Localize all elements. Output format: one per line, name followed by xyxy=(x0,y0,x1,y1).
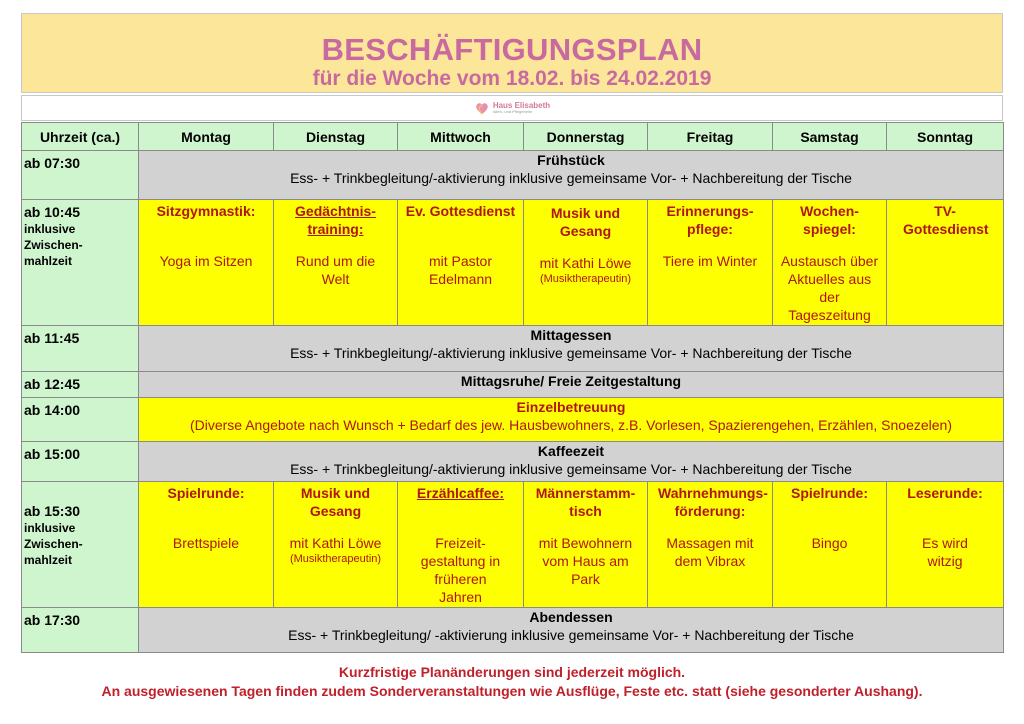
activity-title: Ev. Gottesdienst xyxy=(405,203,516,219)
time-extra: mahlzeit xyxy=(24,254,73,268)
activity-description: Tiere im Winter xyxy=(662,253,758,269)
row-0730 xyxy=(22,151,1004,200)
meal-description: Ess- + Trinkbegleitung/ -aktivierung inklusive gemeinsame Vor- + Nachbereitung der Tische xyxy=(288,627,854,643)
time-extra: inklusive xyxy=(24,222,76,236)
footer-line-1: Kurzfristige Planänderungen sind jederzeit möglich. xyxy=(338,664,686,680)
activity-sonntag xyxy=(887,200,1004,326)
time-cell xyxy=(22,200,139,326)
activity-title: Gedächtnis-training: xyxy=(295,203,376,237)
col-head-donnerstag: Donnerstag xyxy=(524,123,648,151)
time-cell xyxy=(22,326,139,372)
time-cell xyxy=(22,151,139,200)
footer-line-2: An ausgewiesenen Tagen finden zudem Sonderveranstaltungen wie Ausflüge, Feste etc. statt (siehe gesonderter Aushang). xyxy=(101,683,923,699)
meal-description: Ess- + Trinkbegleitung/-aktivierung inklusive gemeinsame Vor- + Nachbereitung der Tische xyxy=(290,170,852,186)
week-subtitle: für die Woche vom 18.02. bis 24.02.2019 xyxy=(312,67,712,90)
row-1730 xyxy=(22,608,1004,653)
activity-samstag xyxy=(773,200,887,326)
rest-title: Mittagsruhe/ Freie Zeitgestaltung xyxy=(460,373,682,389)
activity-description: Rund um die Welt xyxy=(295,253,376,287)
logo-subtitle: Alten- und Pflegeheim xyxy=(492,109,533,114)
col-head-time: Uhrzeit (ca.) xyxy=(22,123,139,151)
activity-montag xyxy=(139,200,274,326)
row-1500 xyxy=(22,442,1004,482)
activity-title: Erzählcaffee: xyxy=(416,485,505,501)
time-label: ab 12:45 xyxy=(24,376,81,392)
activity-description: Brettspiele xyxy=(172,535,240,551)
activity-title: Wahrnehmungs-förderung: xyxy=(658,485,768,519)
row-1245 xyxy=(22,372,1004,398)
col-head-montag: Montag xyxy=(139,123,274,151)
logo-name: Haus Elisabeth xyxy=(492,101,551,110)
meal-cell-abendessen xyxy=(139,608,1004,653)
activity-title: Musik und Gesang xyxy=(300,485,371,519)
activity-description: Austausch über Aktuelles aus der Tageszeitung xyxy=(780,253,879,323)
activity-description: mit Pastor Edelmann xyxy=(428,253,493,287)
meal-title: Kaffeezeit xyxy=(537,443,605,459)
activity-title: TV-Gottesdienst xyxy=(903,203,989,237)
time-extra: Zwischen- xyxy=(24,238,83,252)
einzelbetreuung-description: (Diverse Angebote nach Wunsch + Bedarf des jew. Hausbewohners, z.B. Vorlesen, Spazierengehen, Erzählen, Snoezelen) xyxy=(189,417,953,433)
activity-mittwoch xyxy=(398,482,524,608)
time-extra: Zwischen- xyxy=(24,537,83,551)
meal-cell-kaffeezeit xyxy=(139,442,1004,482)
activity-sonntag xyxy=(887,482,1004,608)
activity-note: (Musiktherapeutin) xyxy=(289,553,382,565)
meal-title: Mittagessen xyxy=(530,327,612,343)
activity-montag xyxy=(139,482,274,608)
time-label: ab 07:30 xyxy=(24,155,81,171)
activity-title: Erinnerungs-pflege: xyxy=(666,203,754,237)
schedule-table xyxy=(21,122,1004,653)
time-extra: inklusive xyxy=(24,521,76,535)
row-1400 xyxy=(22,398,1004,442)
activity-donnerstag xyxy=(524,200,648,326)
time-label: ab 15:00 xyxy=(24,446,81,462)
activity-title: Spielrunde: xyxy=(790,485,868,501)
time-extra: mahlzeit xyxy=(24,553,73,567)
time-cell xyxy=(22,372,139,398)
activity-samstag xyxy=(773,482,887,608)
activity-title: Musik und Gesang xyxy=(550,205,621,239)
meal-title: Abendessen xyxy=(529,609,613,625)
einzelbetreuung-title: Einzelbetreuung xyxy=(516,399,626,415)
logo-strip xyxy=(21,95,1003,121)
activity-freitag xyxy=(648,482,773,608)
time-label: ab 17:30 xyxy=(24,612,81,628)
haus-elisabeth-logo xyxy=(474,100,550,116)
time-cell xyxy=(22,482,139,608)
activity-description: mit Bewohnern vom Haus am Park xyxy=(538,535,633,587)
time-label: ab 11:45 xyxy=(24,330,80,346)
time-label: ab 15:30 xyxy=(24,503,81,519)
col-head-dienstag: Dienstag xyxy=(274,123,398,151)
time-label: ab 10:45 xyxy=(24,204,81,220)
activity-title: Wochen-spiegel: xyxy=(800,203,859,237)
time-label: ab 14:00 xyxy=(24,402,81,418)
page-title: BESCHÄFTIGUNGSPLAN xyxy=(321,32,703,67)
activity-description: Bingo xyxy=(811,535,848,551)
header-row xyxy=(22,123,1004,151)
activity-title: Männerstamm-tisch xyxy=(535,485,636,519)
row-1530 xyxy=(22,482,1004,608)
activity-description: Es wird witzig xyxy=(922,535,968,569)
activity-description: Freizeit-gestaltung in früheren Jahren xyxy=(420,535,501,605)
activity-description: Massagen mit dem Vibrax xyxy=(666,535,754,569)
meal-title: Frühstück xyxy=(537,152,605,168)
activity-description: mit Kathi Löwe xyxy=(289,535,382,551)
col-head-freitag: Freitag xyxy=(648,123,773,151)
footer-notice xyxy=(0,663,1024,701)
row-1145 xyxy=(22,326,1004,372)
time-cell xyxy=(22,608,139,653)
row-1045 xyxy=(22,200,1004,326)
activity-donnerstag xyxy=(524,482,648,608)
meal-description: Ess- + Trinkbegleitung/-aktivierung inklusive gemeinsame Vor- + Nachbereitung der Tische xyxy=(290,345,852,361)
time-cell xyxy=(22,398,139,442)
meal-cell-mittagsruhe xyxy=(139,372,1004,398)
activity-description: Yoga im Sitzen xyxy=(159,253,253,269)
meal-cell-mittagessen xyxy=(139,326,1004,372)
activity-mittwoch xyxy=(398,200,524,326)
meal-description: Ess- + Trinkbegleitung/-aktivierung inklusive gemeinsame Vor- + Nachbereitung der Tische xyxy=(290,461,852,477)
meal-cell-fruehstueck xyxy=(139,151,1004,200)
activity-title: Spielrunde: xyxy=(167,485,245,501)
activity-title: Leserunde: xyxy=(907,485,983,501)
activity-dienstag xyxy=(274,482,398,608)
col-head-mittwoch: Mittwoch xyxy=(398,123,524,151)
activity-title: Sitzgymnastik: xyxy=(156,203,256,219)
heart-logo-icon xyxy=(474,100,490,116)
einzelbetreuung-cell xyxy=(139,398,1004,442)
activity-note: (Musiktherapeutin) xyxy=(539,273,632,285)
activity-freitag xyxy=(648,200,773,326)
col-head-samstag: Samstag xyxy=(773,123,887,151)
activity-description: mit Kathi Löwe xyxy=(539,255,632,271)
time-cell xyxy=(22,442,139,482)
activity-dienstag xyxy=(274,200,398,326)
col-head-sonntag: Sonntag xyxy=(887,123,1004,151)
